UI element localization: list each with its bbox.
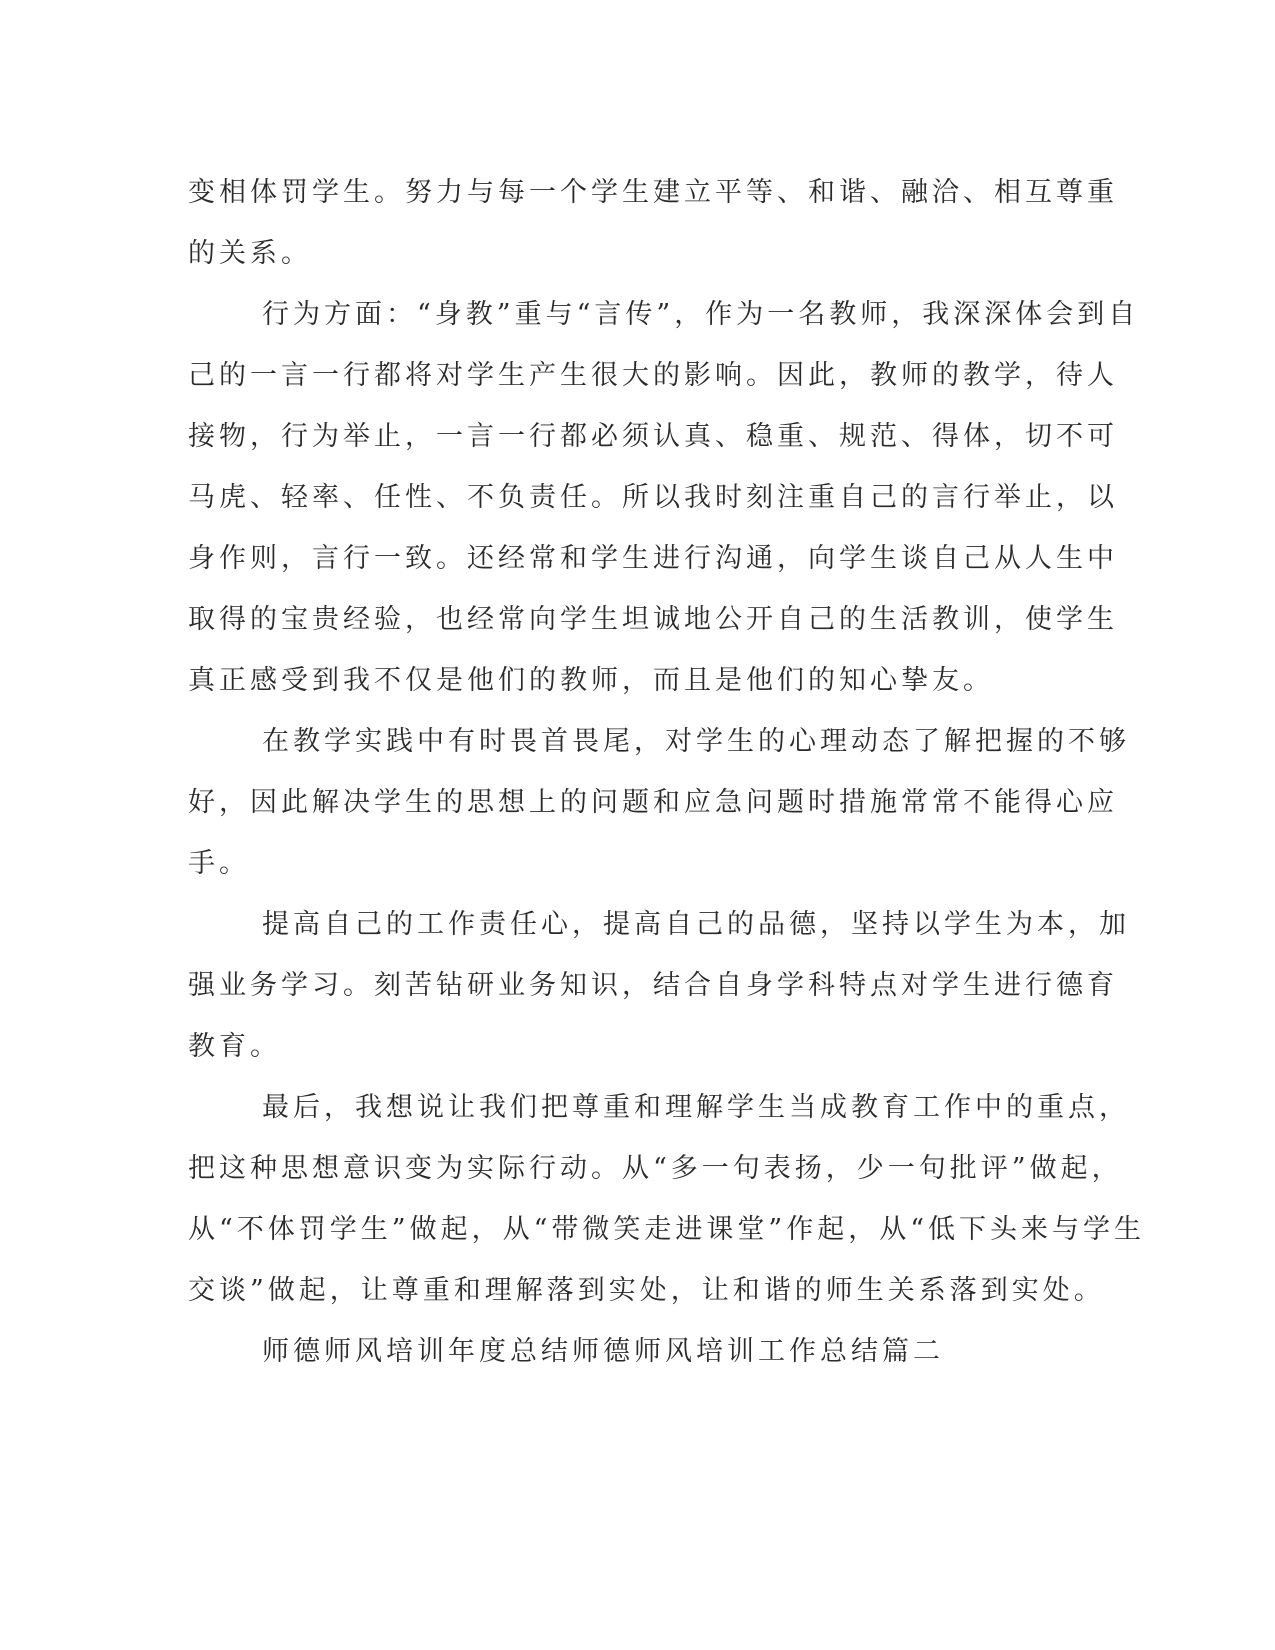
- text-line: 把这种思想意识变为实际行动。从“多一句表扬，少一句批评”做起，: [188, 1153, 1123, 1184]
- text-line: 真正感受到我不仅是他们的教师，而且是他们的知心挚友。: [188, 665, 994, 696]
- text-line: 马虎、轻率、任性、不负责任。所以我时刻注重自己的言行举止，以: [188, 482, 1118, 513]
- text-line: 身作则，言行一致。还经常和学生进行沟通，向学生谈自己从人生中: [188, 543, 1118, 574]
- text-line: 从“不体罚学生”做起，从“带微笑走进课堂”作起，从“低下头来与学生: [188, 1214, 1146, 1245]
- text-line: 取得的宝贵经验，也经常向学生坦诚地公开自己的生活教训，使学生: [188, 604, 1118, 635]
- text-line: 强业务学习。刻苦钻研业务知识，结合自身学科特点对学生进行德育: [188, 970, 1118, 1001]
- text-line: 教育。: [188, 1031, 281, 1062]
- text-line: 交谈”做起，让尊重和理解落到实处，让和谐的师生关系落到实处。: [188, 1275, 1105, 1306]
- text-line: 己的一言一行都将对学生产生很大的影响。因此，教师的教学，待人: [188, 360, 1118, 391]
- text-line: 的关系。: [188, 238, 312, 269]
- text-line: 手。: [188, 848, 250, 879]
- text-line: 好，因此解决学生的思想上的问题和应急问题时措施常常不能得心应: [188, 787, 1118, 818]
- section-heading-line: 师德师风培训年度总结师德师风培训工作总结篇二: [262, 1336, 944, 1367]
- paragraph-start-line: 最后，我想说让我们把尊重和理解学生当成教育工作中的重点，: [262, 1092, 1130, 1123]
- text-line: 接物，行为举止，一言一行都必须认真、稳重、规范、得体，切不可: [188, 421, 1118, 452]
- paragraph-start-line: 在教学实践中有时畏首畏尾，对学生的心理动态了解把握的不够: [262, 726, 1130, 757]
- paragraph-start-line: 提高自己的工作责任心，提高自己的品德，坚持以学生为本，加: [262, 909, 1130, 940]
- document-body: [188, 162, 1146, 1382]
- paragraph-start-line: 行为方面：“身教”重与“言传”，作为一名教师，我深深体会到自: [262, 299, 1140, 330]
- text-line: 变相体罚学生。努力与每一个学生建立平等、和谐、融洽、相互尊重: [188, 177, 1118, 208]
